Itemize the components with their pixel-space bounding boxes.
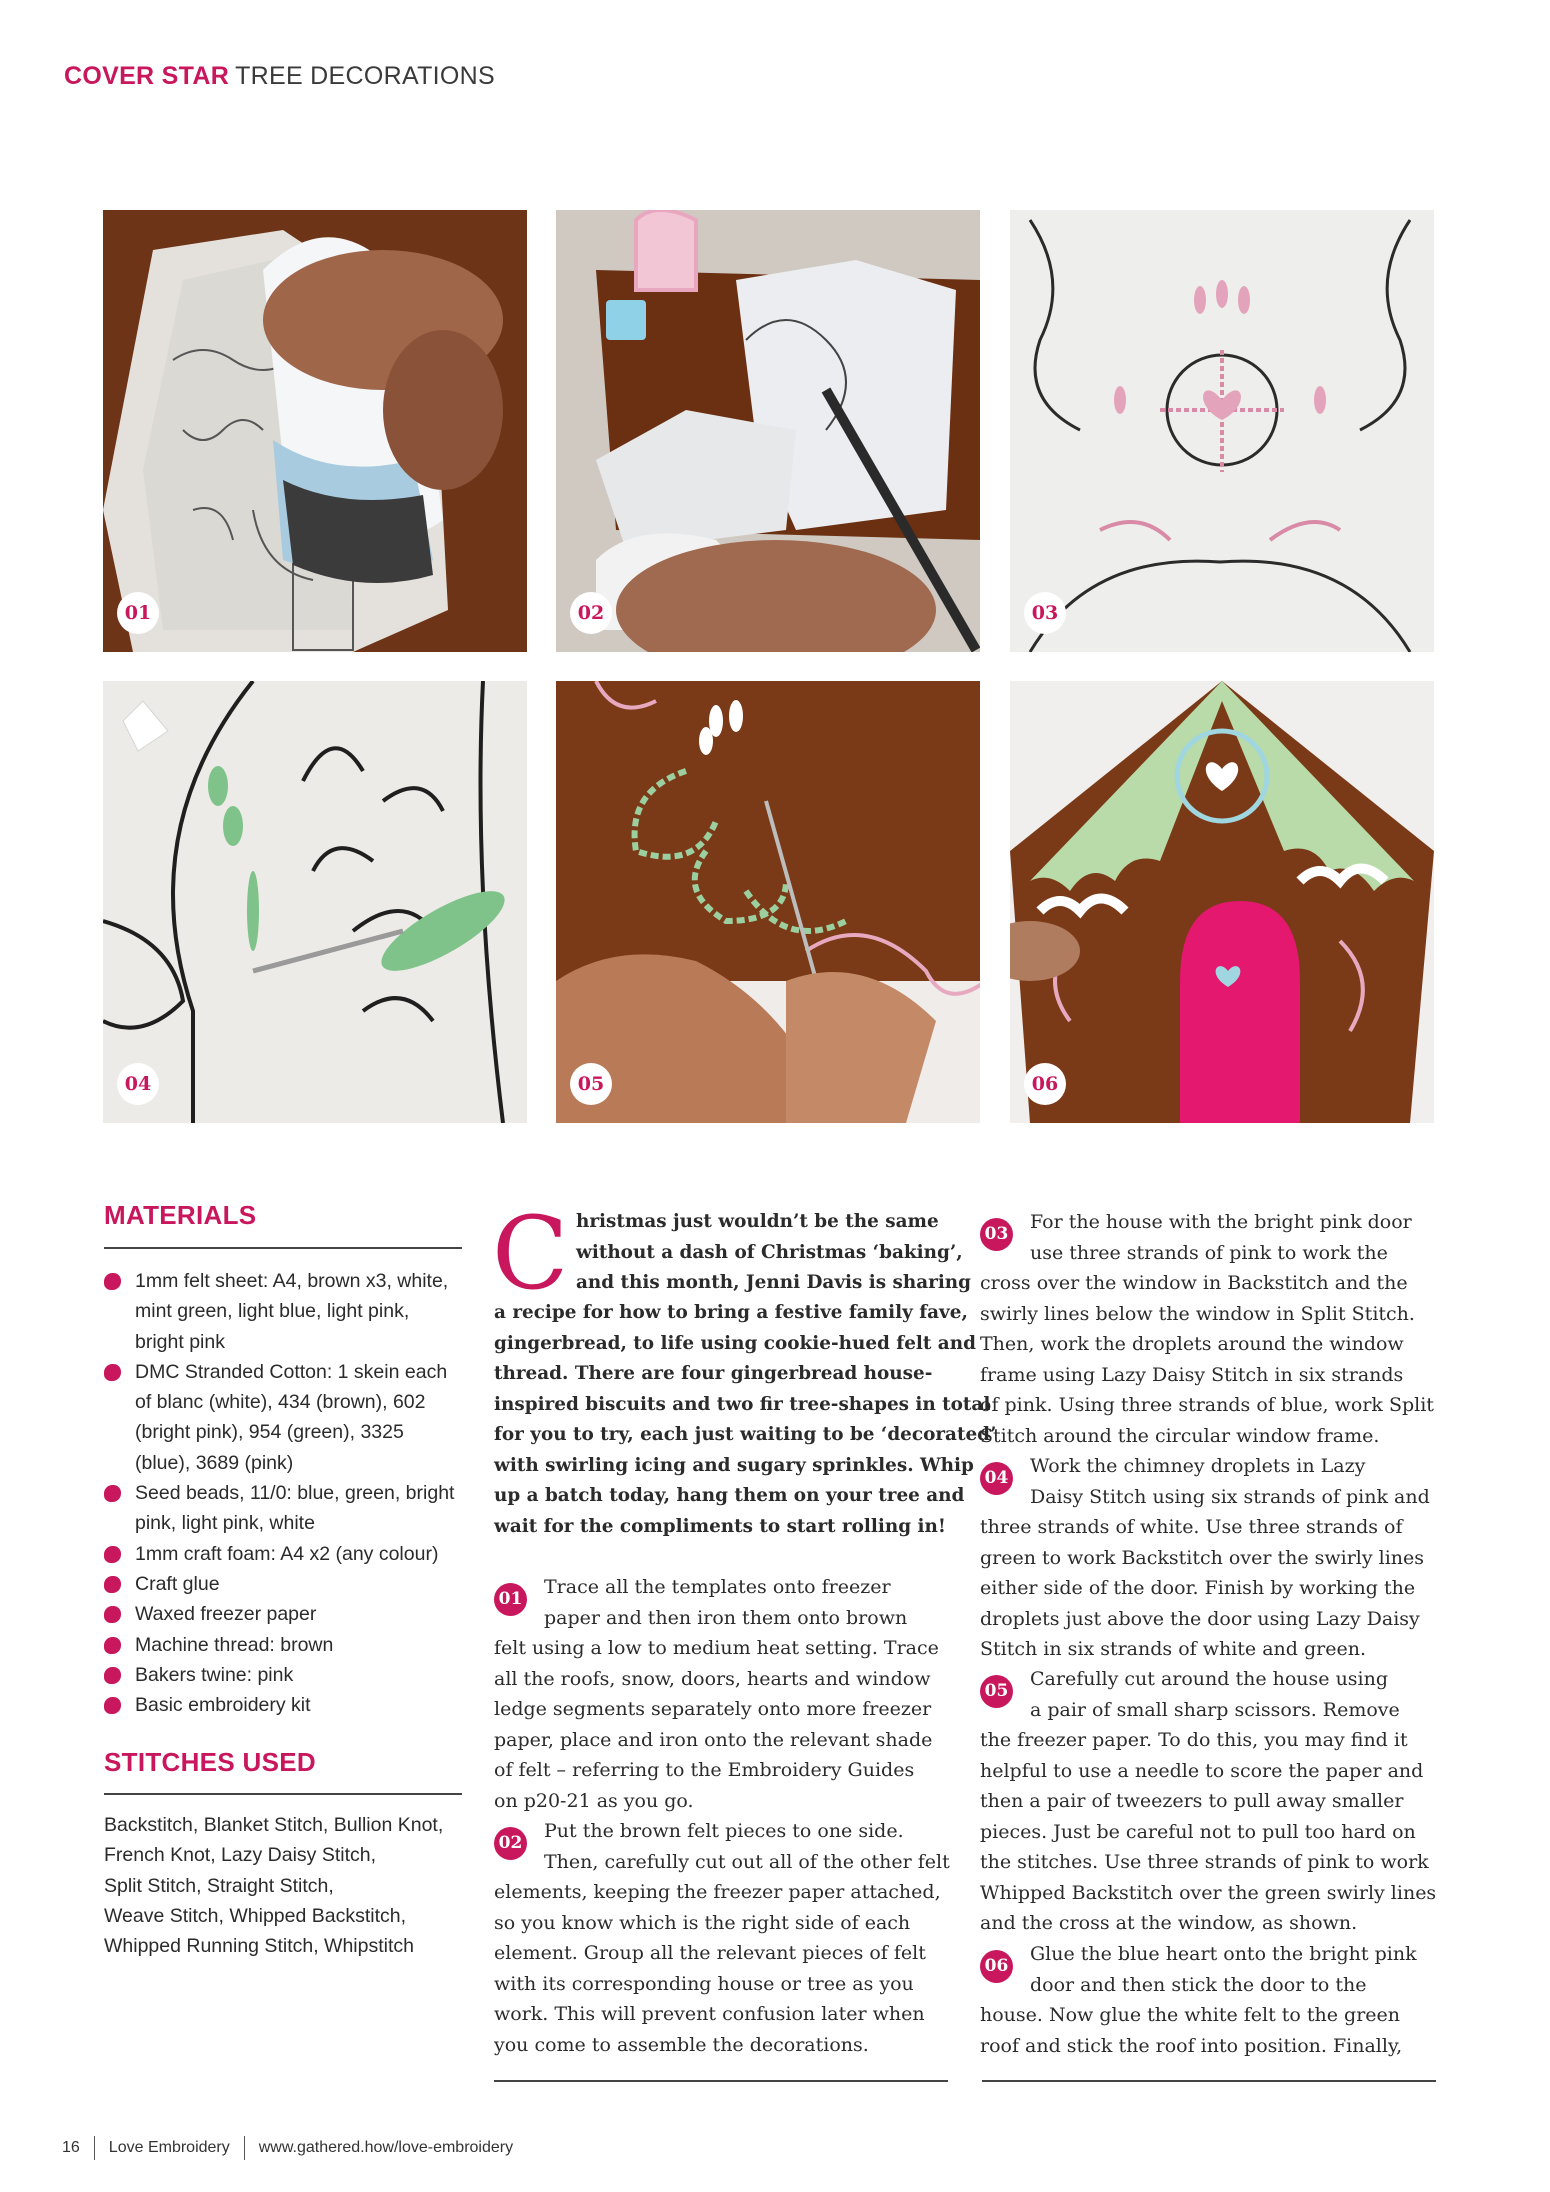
gingerbread-house-photo [1010,681,1434,1123]
drop-cap: C [492,1195,569,1312]
list-item: Machine thread: brown [104,1630,464,1660]
header-topic: TREE DECORATIONS [235,62,495,90]
page-footer [62,2136,513,2160]
page-number: 16 [62,2139,80,2157]
step-03-body: cross over the window in Backstitch and the swirly lines below the window in Split Stitch. Then, work the droplets around the window frame using Lazy Daisy Stitch in six strands of pink. Using three strands of blue, work Split Stitch around the circular window frame. [980,1272,1434,1447]
stitches-list: Backstitch, Blanket Stitch, Bullion Knot, French Knot, Lazy Daisy Stitch, Split Stitch, Straight Stitch, Weave Stitch, Whipped Backstitch, Whipped Running Stitch, Whipstitch [104,1814,444,1958]
header-keyword: COVER STAR [64,62,230,90]
step-01-body: felt using a low to medium heat setting. Trace all the roofs, snow, doors, hearts and window ledge segments separately onto more freezer paper, place and iron onto the relevant shade of felt – referring to the Embroidery Guides on p20-21 as you go. [494,1637,939,1812]
bullet-icon [104,1364,121,1381]
step-number-01: 01 [494,1583,527,1616]
step-03-lead: For the house with the bright pink door use three strands of pink to work the [1030,1211,1412,1264]
step-badge: 02 [570,592,612,634]
step-number-02: 02 [494,1827,527,1860]
list-item: Bakers twine: pink [104,1660,464,1690]
stitches-heading: STITCHES USED [104,1747,316,1777]
step-badge: 03 [1024,592,1066,634]
divider [244,2136,245,2160]
green-stitching-photo [103,681,527,1123]
embroidery-pattern-photo [1010,210,1434,652]
step-02-lead: Put the brown felt pieces to one side. Then, carefully cut out all of the other felt [544,1820,950,1873]
iron-on-template-photo [103,210,527,652]
list-item: Waxed freezer paper [104,1599,464,1629]
step-05-body: the freezer paper. To do this, you may find it helpful to use a needle to score the paper and then a pair of tweezers to pull away smaller pieces. Just be careful not to pull too hard on the stitches. Use three strands of pink to work Whipped Backstitch over the green swirly lines and the cross at the window, as shown. [980,1729,1437,1934]
step-photo-01 [103,210,527,652]
bullet-icon [104,1485,121,1502]
step-photo-03 [1010,210,1434,652]
list-item: Basic embroidery kit [104,1690,464,1720]
step-badge: 05 [570,1063,612,1105]
divider [494,2080,948,2082]
intro-lines-b: a recipe for how to bring a festive family fave, gingerbread, to life using cookie-hued felt and thread. There are four gingerbread house- inspired biscuits and two fir tree-shapes in total for you to try, each just waiting to be ‘decorated’ with swirling icing and sugary sprinkles. Whip up a batch today, hang them on your tree and wait for the compliments to start rolling in! [494,1302,997,1537]
bullet-icon [104,1637,121,1654]
list-item: 1mm craft foam: A4 x2 (any colour) [104,1539,464,1569]
step-photo-04 [103,681,527,1123]
step-05-lead: Carefully cut around the house using a pair of small sharp scissors. Remove [1030,1668,1400,1721]
step-04-lead: Work the chimney droplets in Lazy Daisy Stitch using six strands of pink and [1030,1455,1430,1508]
intro-lines-a: hristmas just wouldn’t be the same without a dash of Christmas ‘baking’, and this month, Jenni Davis is sharing [576,1211,972,1293]
bullet-icon [104,1576,121,1593]
list-item: Seed beads, 11/0: blue, green, bright pink, light pink, white [104,1478,464,1539]
step-06-body: house. Now glue the white felt to the green roof and stick the roof into position. Finally, [980,2004,1403,2057]
bullet-icon [104,1667,121,1684]
step-photo-02 [556,210,980,652]
step-photo-05 [556,681,980,1123]
magazine-name: Love Embroidery [108,2139,230,2157]
bullet-icon [104,1273,121,1290]
step-number-05: 05 [980,1675,1013,1708]
list-item: Craft glue [104,1569,464,1599]
step-badge: 04 [117,1063,159,1105]
divider [104,1793,462,1795]
step-number-04: 04 [980,1462,1013,1495]
bullet-icon [104,1546,121,1563]
website-link[interactable]: www.gathered.how/love-embroidery [258,2139,514,2157]
divider [94,2136,95,2160]
list-item: DMC Stranded Cotton: 1 skein each of blanc (white), 434 (brown), 602 (bright pink), 954 (green), 3325 (blue), 3689 (pink) [104,1357,464,1478]
divider [104,1247,462,1249]
step-01-lead: Trace all the templates onto freezer paper and then iron them onto brown [544,1576,908,1629]
step-photo-06 [1010,681,1434,1123]
step-number-03: 03 [980,1218,1013,1251]
step-06-lead: Glue the blue heart onto the bright pink door and then stick the door to the [1030,1943,1417,1996]
step-02-body: elements, keeping the freezer paper attached, so you know which is the right side of each element. Group all the relevant pieces of felt with its corresponding house or tree as you work. This will prevent confusion later when you come to assemble the decorations. [494,1881,941,2056]
cutting-felt-photo [556,210,980,652]
step-number-06: 06 [980,1950,1013,1983]
list-item: 1mm felt sheet: A4, brown x3, white, mint green, light blue, light pink, bright pink [104,1266,464,1357]
materials-list [104,1266,464,1720]
step-badge: 06 [1024,1063,1066,1105]
section-header [64,62,495,91]
materials-heading: MATERIALS [104,1200,257,1230]
divider [982,2080,1436,2082]
bullet-icon [104,1606,121,1623]
swirl-stitching-photo [556,681,980,1123]
step-badge: 01 [117,592,159,634]
bullet-icon [104,1697,121,1714]
step-04-body: three strands of white. Use three strands of green to work Backstitch over the swirly lines either side of the door. Finish by working the droplets just above the door using Lazy Daisy Stitch in six strands of white and green. [980,1516,1425,1660]
